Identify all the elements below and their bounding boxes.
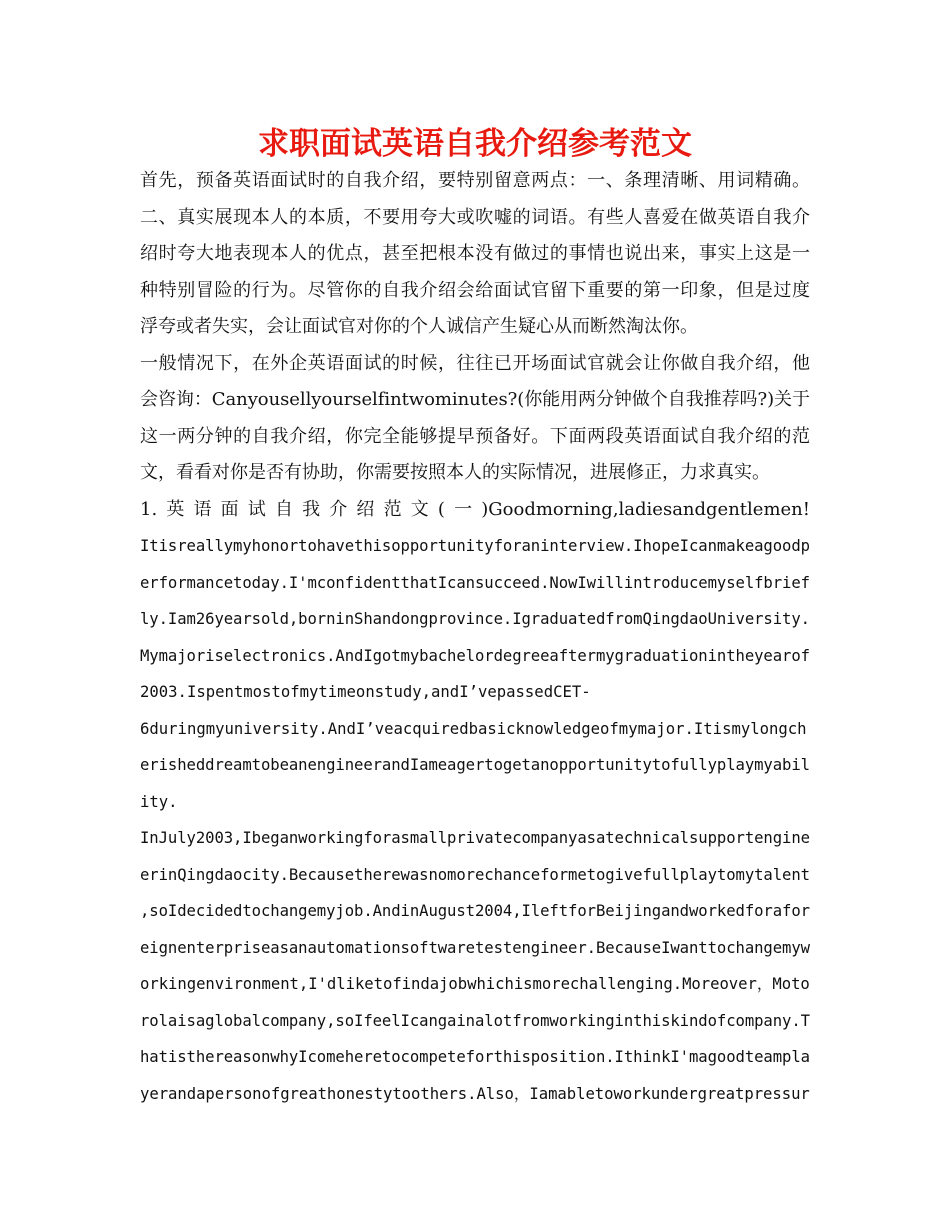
paragraph-line: 这一两分钟的自我介绍，你完全能够提早预备好。下面两段英语面试自我介绍的范	[140, 425, 810, 447]
paragraph-line: Itisreallymyhonortohavethisopportunityforaninterview.IhopeIcanmakeagoodp	[140, 537, 810, 555]
paragraph-line: 绍时夸大地表现本人的优点，甚至把根本没有做过的事情也说出来，事实上这是一	[140, 243, 810, 264]
paragraph-line: 二、真实展现本人的本质，不要用夸大或吹嘘的词语。有些人喜爱在做英语自我介	[140, 206, 810, 228]
paragraph-line: eignenterpriseasanautomationsoftwaretestengineer.BecauseIwanttochangemyw	[140, 938, 810, 957]
paragraph-line: ,soIdecidedtochangemyjob.AndinAugust2004,IleftforBeijingandworkedforafor	[140, 902, 810, 920]
paragraph-line: 2003.Ispentmostofmytimeonstudy,andI’vepassedCET-	[140, 683, 591, 701]
paragraph-line: hatisthereasonwhyIcomeheretocompeteforthisposition.IthinkI'magoodteampla	[140, 1048, 810, 1066]
paragraph-line: ity.	[140, 792, 178, 811]
paragraph-line: erisheddreamtobeanengineerandIameagertogetanopportunitytofullyplaymyabil	[140, 756, 810, 774]
paragraph-line: erformancetoday.I'mconfidentthatIcansucceed.NowIwillintroducemyselfbrief	[140, 573, 810, 592]
paragraph-line: 首先，预备英语面试时的自我介绍，要特别留意两点：一、条理清晰、用词精确。	[140, 170, 810, 191]
paragraph-line: 一般情况下，在外企英语面试的时候，往往已开场面试官就会让你做自我介绍，他	[140, 352, 810, 374]
paragraph-line: 文，看看对你是否有协助，你需要按照本人的实际情况，进展修正，力求真实。	[140, 462, 770, 483]
paragraph-line: orkingenvironment,I'dliketofindajobwhichismorechallenging.Moreover，Moto	[140, 975, 810, 993]
document-title: 求职面试英语自我介绍参考范文	[258, 126, 692, 162]
paragraph-line: 1.英语面试自我介绍范文(一)Goodmorning,ladiesandgentlemen!	[140, 498, 810, 520]
paragraph-line: 浮夸或者失实，会让面试官对你的个人诚信产生疑心从而断然淘汰你。	[140, 316, 698, 337]
paragraph-line: Mymajoriselectronics.AndIgotmybachelordegreeaftermygraduationintheyearof	[140, 646, 810, 665]
paragraph-line: yerandapersonofgreathonestytoothers.Also，Iamabletoworkundergreatpressur	[140, 1084, 810, 1103]
paragraph-line: InJuly2003,Ibeganworkingforasmallprivatecompanyasatechnicalsupportengine	[140, 829, 810, 847]
paragraph-line: 种特别冒险的行为。尽管你的自我介绍会给面试官留下重要的第一印象，但是过度	[140, 279, 810, 301]
paragraph-line: ly.Iam26yearsold,borninShandongprovince.IgraduatedfromQingdaoUniversity.	[140, 610, 810, 628]
paragraph-line: 6duringmyuniversity.AndI’veacquiredbasicknowledgeofmymajor.Itismylongch	[140, 719, 807, 738]
paragraph-line: rolaisaglobalcompany,soIfeelIcangainalotfromworkinginthiskindofcompany.T	[140, 1011, 810, 1030]
document-body	[140, 163, 810, 1112]
paragraph-line: 会咨询：Canyousellyourselfintwominutes?(你能用两分钟做个自我推荐吗?)关于	[140, 389, 810, 410]
paragraph-line: erinQingdaocity.Becausetherewasnomorechanceformetogivefullplaytomytalent	[140, 865, 810, 884]
